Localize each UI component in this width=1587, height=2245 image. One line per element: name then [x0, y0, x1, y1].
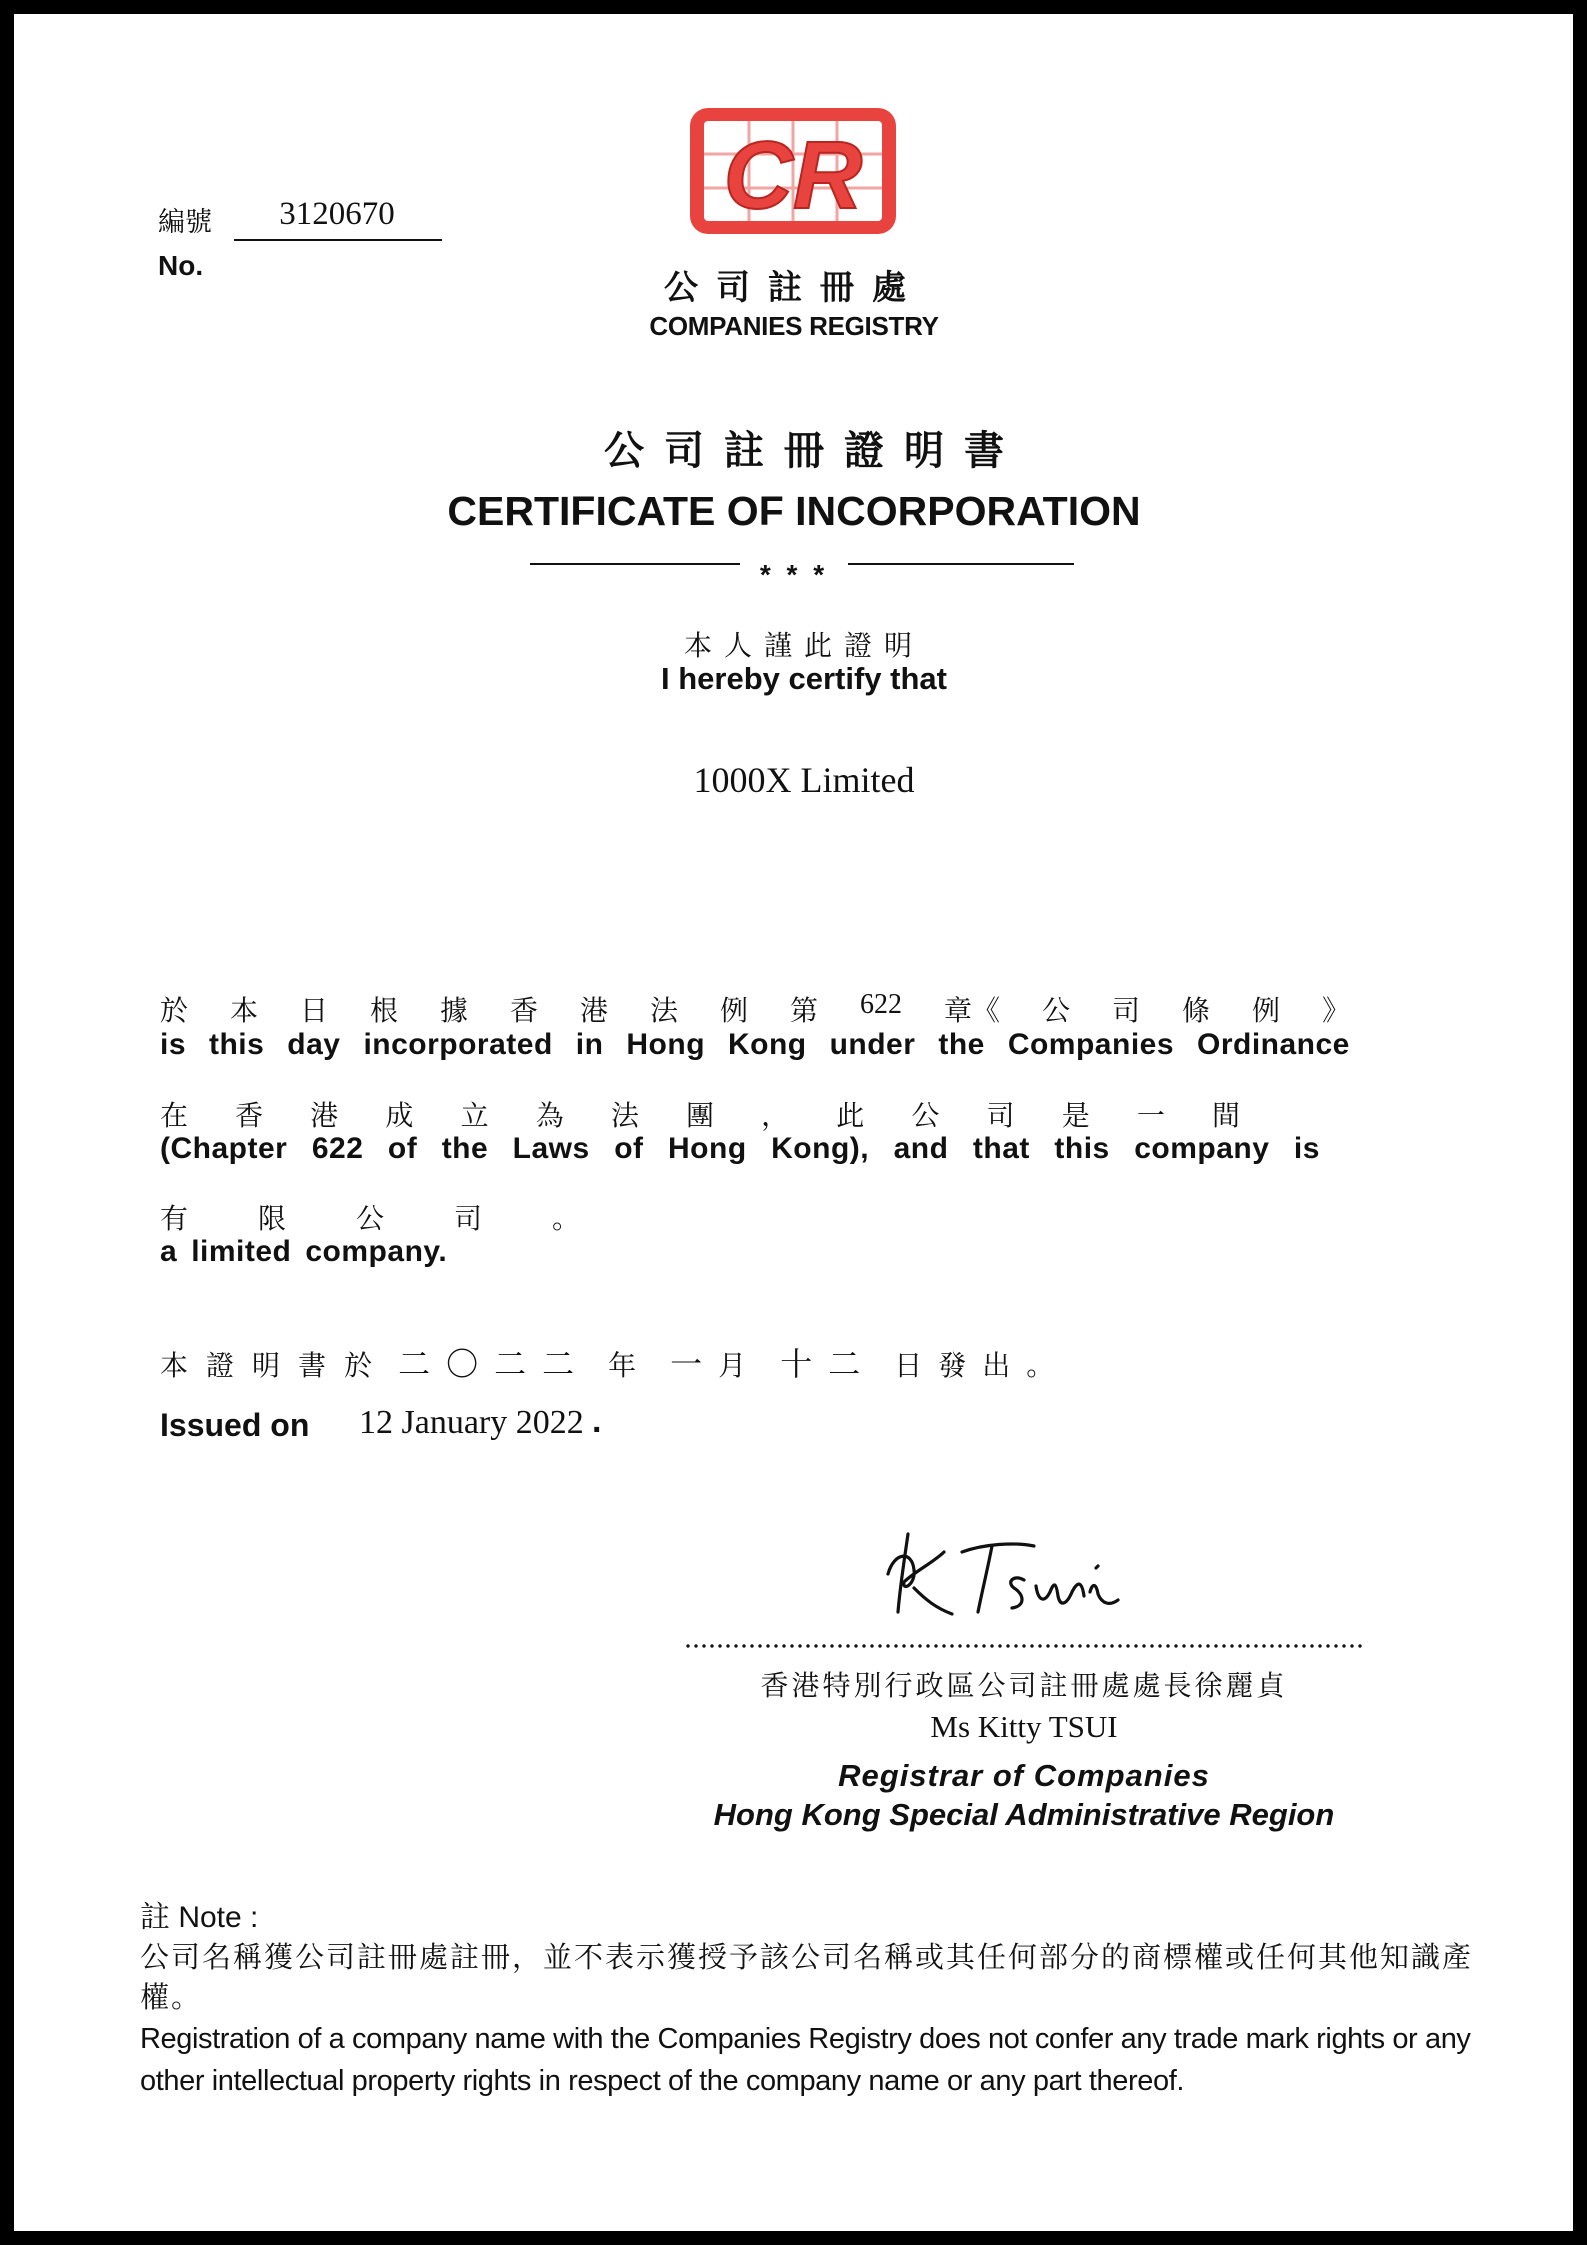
issued-token-zh: 一 — [670, 1346, 703, 1382]
issued-token-zh: 二 — [494, 1346, 527, 1382]
body-word-en: of — [387, 1132, 418, 1165]
body-word-en: Kong — [727, 1028, 807, 1061]
body-word-en: (Chapter — [160, 1132, 288, 1165]
issued-token-zh: 二 — [542, 1346, 575, 1382]
companies-registry-logo-icon — [687, 105, 899, 237]
body-token-zh: 公 — [355, 1204, 384, 1235]
body-token-zh: 章《 — [943, 996, 1000, 1027]
certificate-title-zh: 公司註冊證明書 — [604, 428, 1024, 473]
body-token-zh: 法 — [610, 1101, 639, 1132]
registrar-region: Hong Kong Special Administrative Region — [713, 1797, 1335, 1832]
body-token-zh: 例 — [1251, 996, 1280, 1027]
body-token-zh: 限 — [257, 1204, 286, 1235]
body-word-en: limited — [191, 1235, 292, 1268]
registrar-name-zh: 香港特別行政區公司註冊處處長徐麗貞 — [760, 1671, 1288, 1702]
body-token-zh: 本 — [230, 996, 259, 1027]
company-name: 1000X Limited — [693, 760, 915, 800]
body-word-en: Laws — [512, 1132, 590, 1165]
title-rule-left — [530, 563, 740, 565]
note-text-zh: 公司名稱獲公司註冊處註冊，並不表示獲授予該公司名稱或其任何部分的商標權或任何其他知識產權。 — [140, 1942, 1474, 2014]
issued-token-zh: 日 — [894, 1351, 923, 1382]
issued-token-zh: 〇 — [446, 1346, 479, 1382]
body-token-zh: 有 — [160, 1204, 189, 1235]
body-token-zh: 為 — [535, 1101, 564, 1132]
body-word-en: in — [575, 1028, 604, 1061]
body-token-zh: 第 — [790, 996, 819, 1027]
issued-token-zh: 明 — [252, 1351, 281, 1382]
body-word-en: the — [938, 1028, 985, 1061]
body-word-en: Kong), — [771, 1132, 870, 1165]
body-word-en: a — [160, 1235, 178, 1268]
body-token-zh: 。 — [551, 1204, 580, 1235]
registrar-name-en: Ms Kitty TSUI — [930, 1709, 1118, 1744]
body-word-en: Hong — [626, 1028, 706, 1061]
body-token-zh: 法 — [650, 996, 679, 1027]
body-word-en: 622 — [311, 1132, 364, 1165]
certify-en: I hereby certify that — [661, 661, 947, 696]
body-token-zh: 622 — [860, 989, 902, 1020]
signature-dotted-line — [684, 1643, 1364, 1649]
body-token-zh: 港 — [310, 1101, 339, 1132]
issued-token-zh: 書 — [298, 1351, 327, 1382]
issued-token-zh: 二 — [398, 1346, 431, 1382]
body-token-zh: 香 — [235, 1101, 264, 1132]
body-token-zh: 一 — [1136, 1101, 1165, 1132]
issued-token-zh: 發 — [938, 1351, 967, 1382]
body-line2-en — [160, 1132, 1320, 1166]
body-token-zh: 是 — [1061, 1101, 1090, 1132]
body-token-zh: 在 — [160, 1101, 189, 1132]
registry-name-en: COMPANIES REGISTRY — [649, 311, 939, 341]
certificate-number-label-en: No. — [158, 250, 204, 281]
body-token-zh: 香 — [510, 996, 539, 1027]
issued-token-zh: 本 — [160, 1351, 189, 1382]
certificate-number-label-zh: 編號 — [158, 207, 212, 237]
body-token-zh: ， — [761, 1101, 790, 1132]
title-separator: * * * — [759, 559, 829, 590]
body-word-en: Ordinance — [1196, 1028, 1350, 1061]
body-token-zh: 例 — [720, 996, 749, 1027]
body-word-en: under — [829, 1028, 916, 1061]
body-line3-en — [160, 1235, 1350, 1269]
body-word-en: Hong — [668, 1132, 747, 1165]
body-word-en: is — [1293, 1132, 1320, 1165]
issued-token-zh: 年 — [608, 1351, 637, 1382]
issued-date: 12 January 2022 — [359, 1404, 584, 1441]
note-text-en: Registration of a company name with the Companies Registry does not confer any trade mark rights or any other intellectual property rights in respect of the company name or any part thereof. — [140, 2023, 1471, 2097]
body-word-en: is — [160, 1028, 187, 1061]
body-token-zh: 公 — [1041, 996, 1070, 1027]
body-token-zh: 》 — [1321, 996, 1350, 1027]
body-word-en: of — [614, 1132, 644, 1165]
issued-token-zh: 月 — [718, 1351, 747, 1382]
body-token-zh: 此 — [836, 1101, 865, 1132]
body-word-en: Companies — [1007, 1028, 1175, 1061]
issued-token-zh: 證 — [206, 1351, 235, 1382]
registrar-title: Registrar of Companies — [838, 1758, 1210, 1793]
body-token-zh: 司 — [986, 1101, 1015, 1132]
logo-text: CR — [723, 122, 863, 229]
body-word-en: this — [1054, 1132, 1110, 1165]
certificate-title-en: CERTIFICATE OF INCORPORATION — [447, 488, 1141, 534]
body-word-en: incorporated — [363, 1028, 553, 1061]
body-line3-zh — [160, 1197, 580, 1237]
body-line1-en — [160, 1028, 1350, 1062]
note-label: 註 Note : — [140, 1901, 259, 1934]
issued-token-zh: 出 — [982, 1351, 1011, 1382]
body-word-en: that — [972, 1132, 1030, 1165]
body-token-zh: 團 — [685, 1101, 714, 1132]
body-word-en: the — [441, 1132, 489, 1165]
body-token-zh: 司 — [453, 1204, 482, 1235]
title-rule-right — [848, 563, 1074, 565]
issued-period: . — [592, 1402, 602, 1440]
body-line1-zh — [160, 989, 1350, 1029]
registrar-signature-icon — [874, 1522, 1174, 1622]
body-token-zh: 立 — [460, 1101, 489, 1132]
certificate-page — [14, 14, 1573, 2231]
issued-token-zh: 於 — [344, 1351, 373, 1382]
body-token-zh: 港 — [580, 996, 609, 1027]
body-token-zh: 成 — [385, 1101, 414, 1132]
issued-token-zh: 十 — [780, 1346, 813, 1382]
certificate-number-value: 3120670 — [279, 196, 395, 232]
body-token-zh: 間 — [1211, 1101, 1240, 1132]
body-token-zh: 司 — [1111, 996, 1140, 1027]
body-token-zh: 條 — [1181, 996, 1210, 1027]
body-token-zh: 於 — [160, 996, 189, 1027]
body-word-en: this — [208, 1028, 265, 1061]
issued-label-en: Issued on — [160, 1407, 310, 1443]
certificate-number-underline — [234, 239, 442, 241]
registry-name-zh: 公司註冊處 — [664, 270, 924, 307]
body-word-en: day — [287, 1028, 341, 1061]
body-word-en: company. — [305, 1235, 448, 1268]
body-word-en: company — [1134, 1132, 1270, 1165]
body-token-zh: 日 — [300, 996, 329, 1027]
issued-line-zh — [160, 1339, 1070, 1385]
body-word-en: and — [893, 1132, 949, 1165]
body-token-zh: 公 — [911, 1101, 940, 1132]
body-token-zh: 根 — [370, 996, 399, 1027]
issued-token-zh: 二 — [828, 1346, 861, 1382]
body-token-zh: 據 — [440, 996, 469, 1027]
certify-zh: 本人謹此證明 — [683, 631, 924, 662]
issued-token-zh: 。 — [1026, 1351, 1055, 1382]
body-line2-zh — [160, 1094, 1240, 1134]
